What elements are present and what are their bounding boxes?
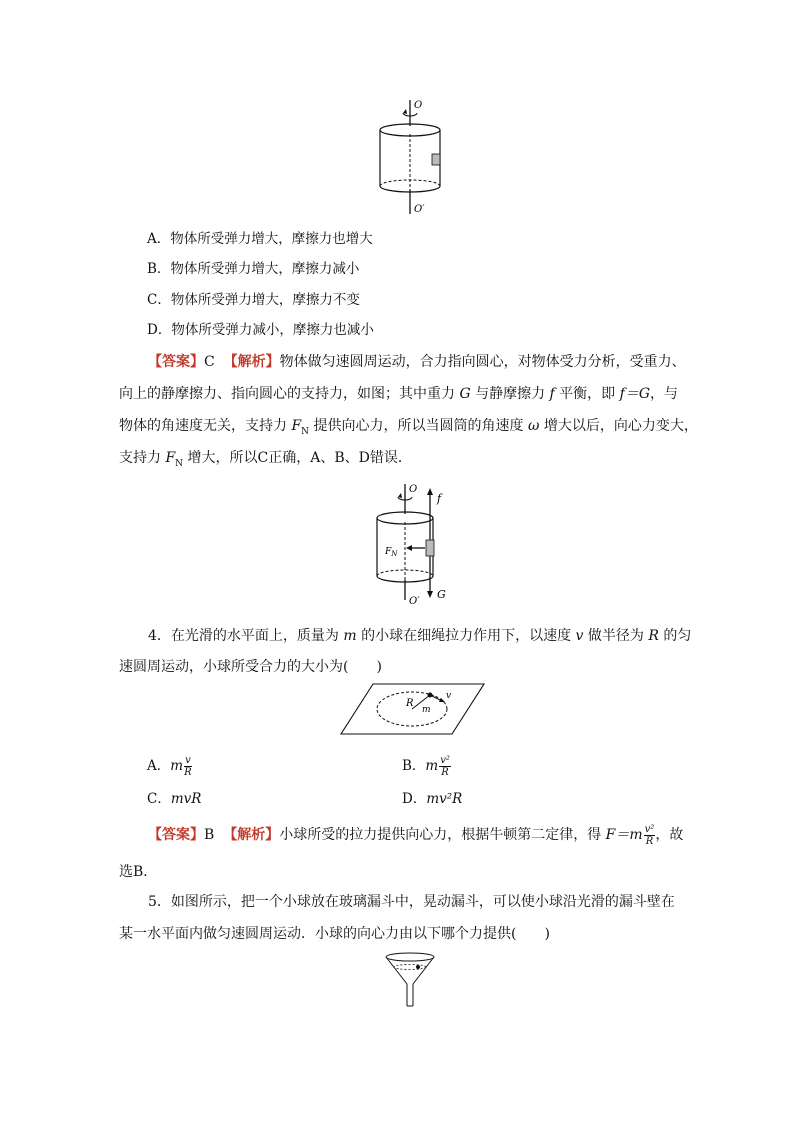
horizontal-plane-figure: [338, 682, 488, 736]
force-label-G: G: [437, 588, 446, 601]
label-m: m: [422, 705, 431, 715]
q5-stem-line2: 某一水平面内做匀速圆周运动．小球的向心力由以下哪个力提供( ): [119, 926, 550, 942]
q4-stem-line1: 4．在光滑的水平面上，质量为 m 的小球在细绳拉力作用下，以速度 v 做半径为 R 的匀: [148, 628, 692, 644]
q3-option-b: B．物体所受弹力增大，摩擦力减小: [147, 261, 360, 277]
q3-analysis-line3: 物体的角速度无关，支持力 $F_N$ 提供向心力，所以当圆筒的角速度 ω 增大以后，向心力变大，: [119, 418, 698, 437]
axis-label-bottom: O′: [409, 596, 420, 606]
q3-option-a: A．物体所受弹力增大，摩擦力也增大: [147, 231, 373, 247]
q5-stem-line1: 5．如图所示，把一个小球放在玻璃漏斗中，晃动漏斗，可以使小球沿光滑的漏斗壁在: [148, 894, 675, 910]
q4-option-d: D．mv²R: [402, 791, 463, 807]
q3-analysis-line4: 支持力 $F_N$ 增大，所以C正确，A、B、D错误．: [119, 450, 412, 469]
answer-tag: 【答案】: [148, 827, 204, 843]
cylinder-figure-1: [370, 98, 450, 216]
label-v: v: [446, 691, 452, 701]
axis-label-top: O: [414, 100, 423, 111]
q3-analysis-line2: 向上的静摩擦力、指向圆心的支持力，如图；其中重力 G 与静摩擦力 f 平衡，即 f＝G，与: [119, 386, 679, 402]
q4-stem-line2: 速圆周运动，小球所受合力的大小为( ): [119, 659, 382, 675]
cylinder-forces-figure: [365, 480, 455, 606]
force-label-FN: $F_N$: [385, 547, 398, 558]
force-label-f: f: [437, 492, 442, 505]
funnel-figure: [380, 950, 440, 1010]
q3-option-c: C．物体所受弹力增大，摩擦力不变: [147, 292, 360, 308]
axis-label-top: O: [409, 484, 418, 495]
label-R: R: [406, 698, 414, 709]
answer-tag: 【答案】: [148, 354, 204, 370]
q4-option-b: B．m $\frac{\text{v²}}{R}$: [402, 755, 450, 778]
q4-answer-line: 【答案】B 【解析】小球所受的拉力提供向心力，根据牛顿第二定律，得 F＝m $\frac{\text{v²}}{R}$ ，故: [148, 823, 684, 847]
q3-option-d: D．物体所受弹力减小，摩擦力也减小: [147, 322, 374, 338]
q4-option-c: C．mvR: [147, 791, 202, 807]
axis-label-bottom: O′: [414, 204, 425, 215]
q4-option-a: A．m $\frac{v}{R}$: [147, 755, 192, 778]
q4-analysis-line2: 选B．: [119, 864, 158, 880]
analysis-tag: 【解析】: [223, 354, 280, 370]
analysis-tag: 【解析】: [223, 827, 280, 843]
q3-answer-line: 【答案】C 【解析】物体做匀速圆周运动，合力指向圆心，对物体受力分析，受重力、: [148, 354, 686, 370]
